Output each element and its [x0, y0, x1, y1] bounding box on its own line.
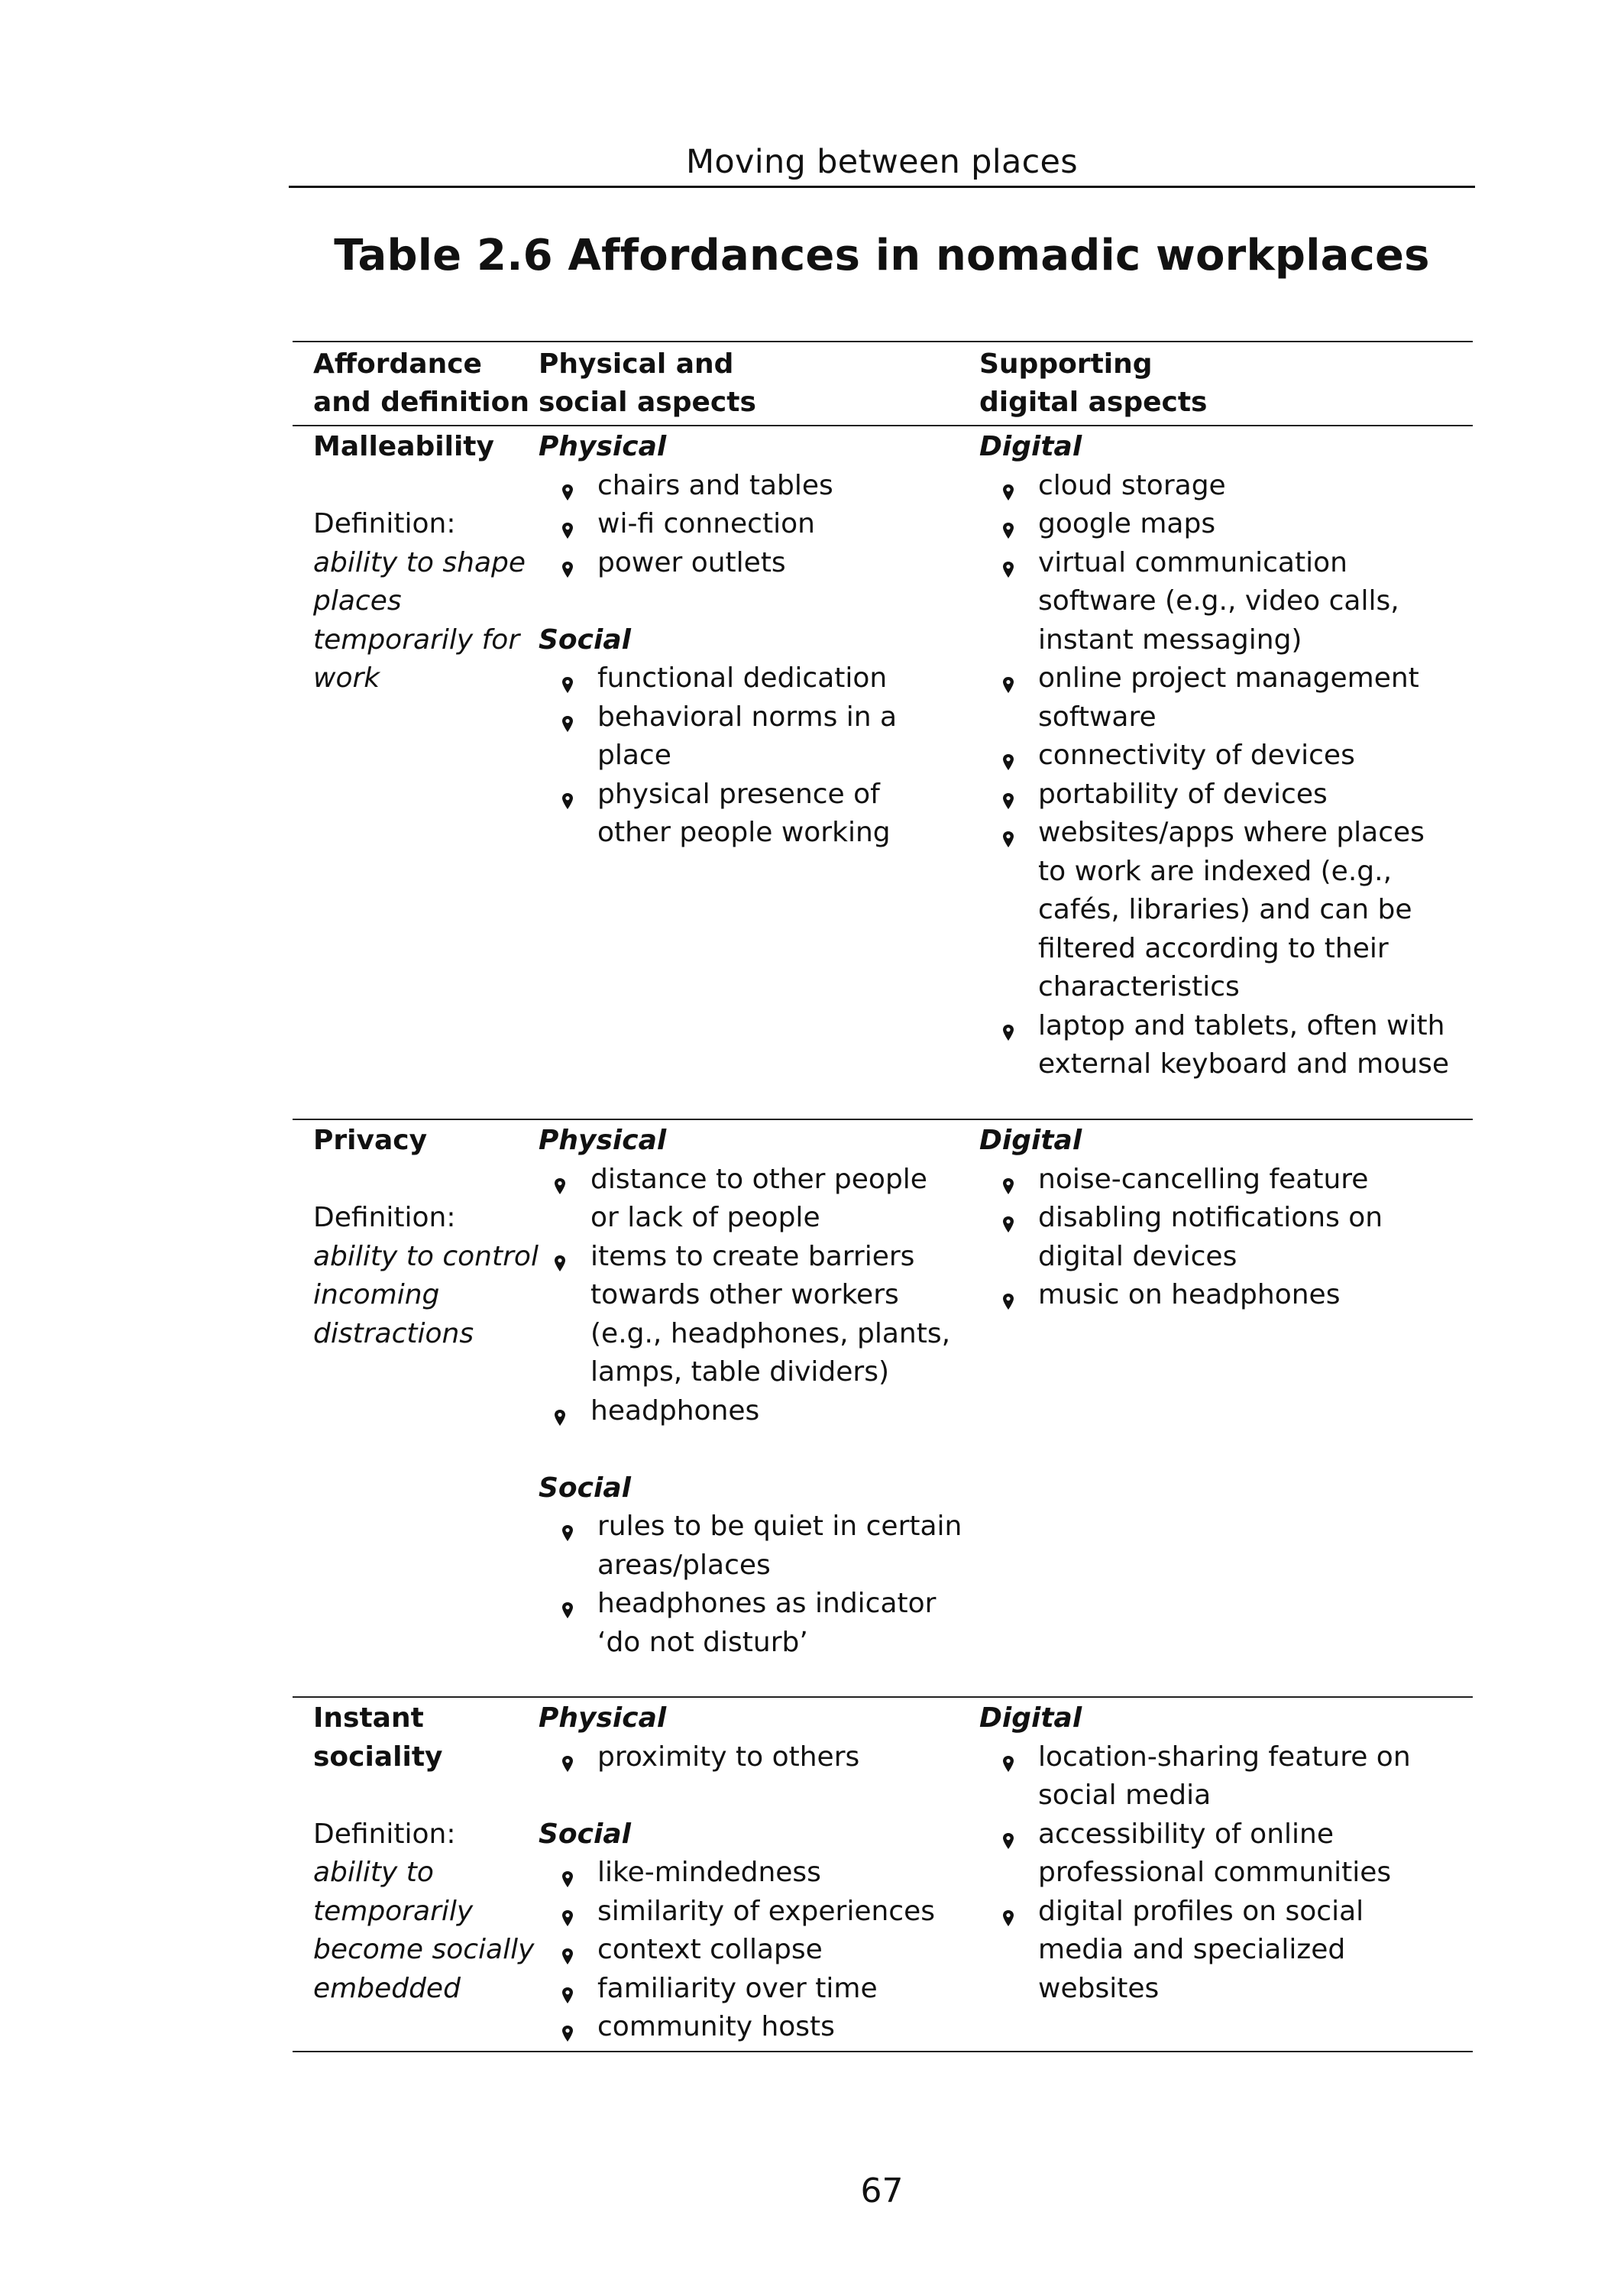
list-item-line: websites	[1038, 1972, 1160, 2004]
list-item-line: ‘do not disturb’	[597, 1626, 808, 1658]
header-text: Supporting	[979, 348, 1153, 380]
digital-list	[979, 1738, 1473, 2009]
spacer	[313, 467, 539, 506]
digital-cell	[979, 1699, 1473, 2051]
list-item	[979, 1007, 1473, 1084]
list-item-line: wi-fi connection	[597, 508, 815, 539]
digital-cell	[979, 1122, 1473, 1696]
list-item-line: or lack of people	[590, 1202, 820, 1233]
table-body	[293, 426, 1473, 2052]
list-item-line: digital devices	[1038, 1240, 1237, 1272]
list-item	[979, 1161, 1473, 1200]
map-pin-bullet-icon	[1002, 667, 1014, 685]
physical-social-cell	[539, 1699, 979, 2051]
physical-list	[539, 1738, 979, 1777]
header-text: Affordance	[313, 348, 482, 380]
digital-heading: Digital	[979, 1125, 1082, 1156]
physical-social-cell	[539, 1122, 979, 1696]
digital-list	[979, 467, 1473, 1084]
map-pin-bullet-icon	[1002, 1015, 1014, 1033]
definition-label: Definition:	[313, 1818, 456, 1850]
list-item	[539, 1970, 979, 2009]
list-item-line: lamps, table dividers)	[590, 1356, 890, 1388]
list-item	[539, 1931, 979, 1970]
physical-heading: Physical	[539, 431, 667, 462]
list-item-line: portability of devices	[1038, 778, 1328, 810]
header-rule	[289, 186, 1475, 188]
table-row	[293, 1120, 1473, 1696]
list-item-line: functional dedication	[597, 662, 888, 694]
map-pin-bullet-icon	[561, 1592, 574, 1611]
list-item	[979, 1276, 1473, 1315]
list-item	[539, 467, 979, 506]
list-item	[539, 2008, 979, 2047]
map-pin-bullet-icon	[561, 1900, 574, 1919]
map-pin-bullet-icon	[561, 552, 574, 570]
list-item-line: headphones as indicator	[597, 1588, 937, 1619]
header-text: Physical and	[539, 348, 734, 380]
list-item	[979, 1815, 1473, 1893]
list-item	[979, 1738, 1473, 1815]
header-text: and definition	[313, 387, 529, 418]
row-rule	[293, 2051, 1473, 2052]
physical-social-cell	[539, 428, 979, 1119]
definition-label: Definition:	[313, 508, 456, 539]
map-pin-bullet-icon	[561, 2016, 574, 2034]
map-pin-bullet-icon	[561, 1938, 574, 1957]
table-row	[293, 426, 1473, 1119]
list-item-line: accessibility of online	[1038, 1818, 1334, 1850]
map-pin-bullet-icon	[1002, 1284, 1014, 1302]
table-header-row	[293, 342, 1473, 425]
map-pin-bullet-icon	[561, 1977, 574, 1996]
map-pin-bullet-icon	[1002, 821, 1014, 840]
list-item-line: place	[597, 740, 671, 771]
affordance-cell	[293, 1699, 539, 2051]
list-item	[539, 1392, 979, 1431]
definition-text: distractions	[313, 1317, 474, 1349]
map-pin-bullet-icon	[1002, 744, 1014, 763]
map-pin-bullet-icon	[554, 1400, 566, 1418]
page-number: 67	[860, 2172, 904, 2210]
physical-heading: Physical	[539, 1125, 667, 1156]
list-item-line: digital profiles on social	[1038, 1895, 1364, 1927]
physical-list	[539, 1161, 979, 1431]
social-heading: Social	[539, 1472, 631, 1504]
spacer	[539, 582, 979, 621]
definition-text: ability to	[313, 1857, 434, 1888]
list-item-line: towards other workers	[590, 1279, 899, 1310]
map-pin-bullet-icon	[561, 1746, 574, 1764]
list-item	[539, 698, 979, 776]
list-item-line: rules to be quiet in certain	[597, 1511, 962, 1542]
list-item-line: items to create barriers	[590, 1240, 915, 1272]
map-pin-bullet-icon	[1002, 783, 1014, 802]
list-item	[979, 737, 1473, 776]
definition-text: embedded	[313, 1972, 461, 2004]
list-item-line: connectivity of devices	[1038, 740, 1355, 771]
social-heading: Social	[539, 1818, 631, 1850]
list-item	[979, 505, 1473, 544]
table-title: Table 2.6 Affordances in nomadic workplaces	[334, 231, 1430, 280]
header-col-physical-social	[539, 345, 979, 422]
physical-heading: Physical	[539, 1702, 667, 1734]
map-pin-bullet-icon	[1002, 474, 1014, 493]
list-item-line: familiarity over time	[597, 1972, 878, 2004]
list-item-line: (e.g., headphones, plants,	[590, 1317, 951, 1349]
list-item-line: cafés, libraries) and can be	[1038, 894, 1412, 925]
list-item-line: google maps	[1038, 508, 1216, 539]
map-pin-bullet-icon	[561, 783, 574, 802]
list-item-line: to work are indexed (e.g.,	[1038, 855, 1393, 887]
definition-text: work	[313, 662, 380, 694]
list-item-line: noise-cancelling feature	[1038, 1163, 1369, 1195]
definition-text: ability to control	[313, 1240, 539, 1272]
affordance-name: sociality	[313, 1741, 443, 1773]
list-item-line: laptop and tablets, often with	[1038, 1009, 1445, 1041]
list-item-line: like-mindedness	[597, 1857, 821, 1888]
definition-text: places	[313, 585, 402, 617]
list-item	[979, 1893, 1473, 2009]
map-pin-bullet-icon	[1002, 1206, 1014, 1225]
list-item-line: software (e.g., video calls,	[1038, 585, 1399, 617]
list-item-line: disabling notifications on	[1038, 1202, 1383, 1233]
list-item	[979, 467, 1473, 506]
list-item	[539, 1893, 979, 1932]
physical-list	[539, 467, 979, 583]
list-item-line: music on headphones	[1038, 1279, 1341, 1310]
list-item-line: social media	[1038, 1780, 1212, 1811]
definition-text: temporarily	[313, 1895, 474, 1927]
list-item-line: cloud storage	[1038, 469, 1226, 501]
list-item-line: filtered according to their	[1038, 932, 1389, 964]
list-item-line: headphones	[590, 1394, 760, 1427]
affordance-name: Privacy	[313, 1125, 428, 1156]
affordance-cell	[293, 1122, 539, 1696]
spacer	[539, 1776, 979, 1815]
list-item-line: behavioral norms in a	[597, 701, 898, 733]
list-item	[539, 776, 979, 853]
map-pin-bullet-icon	[561, 667, 574, 685]
list-item	[979, 659, 1473, 737]
map-pin-bullet-icon	[1002, 1900, 1014, 1919]
spacer	[313, 1776, 539, 1815]
definition-text: become socially	[313, 1934, 535, 1965]
list-item	[539, 1161, 979, 1238]
list-item-line: websites/apps where places	[1038, 817, 1425, 848]
social-list	[539, 1854, 979, 2047]
list-item-line: similarity of experiences	[597, 1895, 935, 1927]
map-pin-bullet-icon	[1002, 1823, 1014, 1841]
definition-text: ability to shape	[313, 546, 526, 578]
list-item	[979, 544, 1473, 660]
map-pin-bullet-icon	[561, 706, 574, 724]
social-heading: Social	[539, 623, 631, 656]
map-pin-bullet-icon	[1002, 552, 1014, 570]
list-item	[539, 544, 979, 583]
list-item	[539, 1738, 979, 1777]
header-text: social aspects	[539, 387, 756, 418]
spacer	[313, 1161, 539, 1200]
list-item-line: online project management	[1038, 662, 1419, 694]
social-list	[539, 1508, 979, 1662]
list-item-line: proximity to others	[597, 1741, 860, 1773]
list-item-line: characteristics	[1038, 971, 1240, 1002]
affordance-name: Malleability	[313, 431, 494, 462]
list-item-line: professional communities	[1038, 1857, 1392, 1888]
list-item	[539, 505, 979, 544]
running-head: Moving between places	[685, 143, 1079, 181]
map-pin-bullet-icon	[554, 1168, 566, 1187]
affordance-name: Instant	[313, 1702, 424, 1734]
map-pin-bullet-icon	[1002, 1168, 1014, 1187]
list-item	[979, 1199, 1473, 1276]
map-pin-bullet-icon	[561, 1515, 574, 1534]
header-col-affordance	[293, 345, 539, 422]
list-item-line: virtual communication	[1038, 546, 1347, 578]
affordance-cell	[293, 428, 539, 1119]
digital-cell	[979, 428, 1473, 1119]
map-pin-bullet-icon	[554, 1245, 566, 1264]
list-item-line: context collapse	[597, 1934, 823, 1965]
definition-text: temporarily for	[313, 623, 520, 656]
list-item-line: areas/places	[597, 1549, 771, 1581]
list-item-line: chairs and tables	[597, 469, 833, 501]
list-item	[539, 1238, 979, 1392]
social-list	[539, 659, 979, 853]
list-item-line: distance to other people	[590, 1163, 927, 1195]
list-item	[539, 1854, 979, 1893]
table-row	[293, 1698, 1473, 2051]
digital-list	[979, 1161, 1473, 1315]
affordances-table	[293, 341, 1473, 2052]
header-text: digital aspects	[979, 387, 1208, 418]
definition-label: Definition:	[313, 1202, 456, 1233]
map-pin-bullet-icon	[561, 1861, 574, 1880]
definition-text: incoming	[313, 1279, 440, 1310]
list-item	[539, 1585, 979, 1662]
map-pin-bullet-icon	[561, 513, 574, 531]
digital-heading: Digital	[979, 1702, 1082, 1734]
header-col-digital	[979, 345, 1473, 422]
list-item	[539, 1508, 979, 1585]
map-pin-bullet-icon	[561, 474, 574, 493]
spacer	[539, 1430, 979, 1469]
map-pin-bullet-icon	[1002, 1746, 1014, 1764]
list-item-line: external keyboard and mouse	[1038, 1048, 1449, 1080]
map-pin-bullet-icon	[1002, 513, 1014, 531]
list-item-line: power outlets	[597, 546, 786, 578]
list-item	[979, 776, 1473, 815]
list-item-line: other people working	[597, 817, 891, 848]
list-item-line: location-sharing feature on	[1038, 1741, 1411, 1773]
list-item	[539, 659, 979, 698]
list-item-line: media and specialized	[1038, 1934, 1346, 1965]
list-item	[979, 814, 1473, 1007]
list-item-line: instant messaging)	[1038, 623, 1302, 656]
list-item-line: community hosts	[597, 2011, 835, 2042]
digital-heading: Digital	[979, 431, 1082, 462]
list-item-line: software	[1038, 701, 1157, 733]
list-item-line: physical presence of	[597, 778, 880, 810]
